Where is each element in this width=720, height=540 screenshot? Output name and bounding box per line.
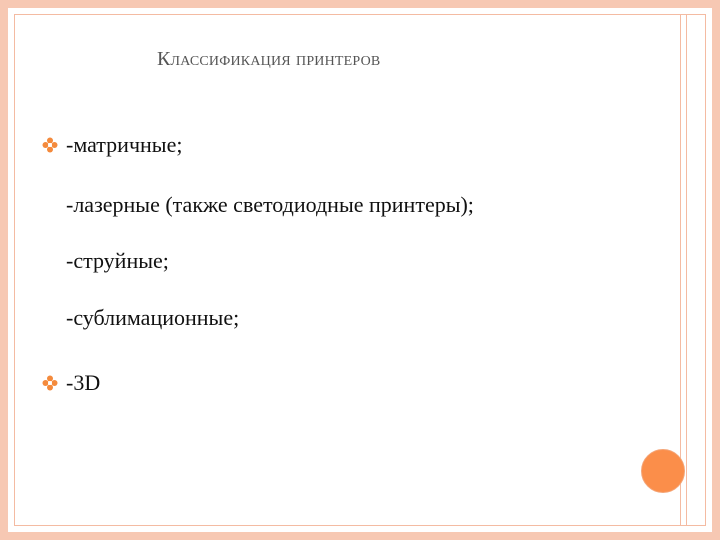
list-item-text: -струйные; [66, 248, 169, 273]
flower-bullet-icon [42, 375, 58, 391]
slide-title [157, 48, 380, 71]
list-item-text: -матричные; [66, 132, 183, 157]
flower-bullet-icon [42, 137, 58, 153]
list-item-text: -3D [66, 370, 101, 395]
title-text: Классификация принтеров [157, 48, 381, 70]
decorative-circle [641, 449, 685, 493]
list-item-text: -лазерные (также светодиодные принтеры); [66, 192, 474, 217]
list-item-text: -сублимационные; [66, 305, 240, 330]
frame-vertical-line [686, 14, 687, 526]
frame-vertical-line [680, 14, 681, 526]
